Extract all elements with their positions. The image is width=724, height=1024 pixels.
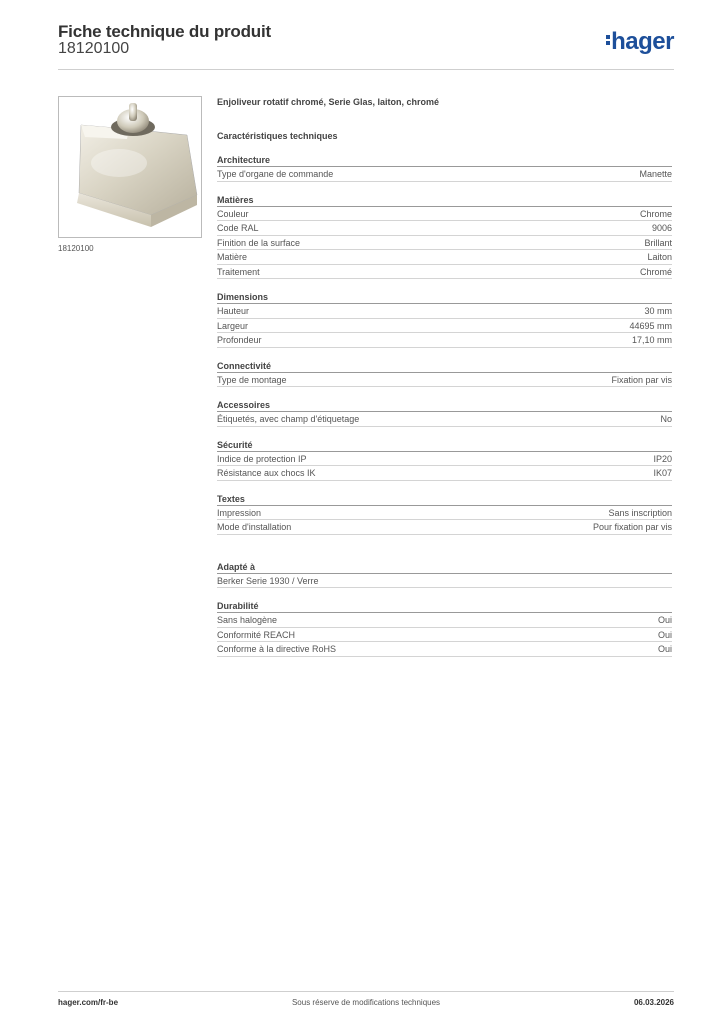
spec-row-adapted: Berker Serie 1930 / Verre [217, 574, 672, 589]
spec-label: Impression [217, 507, 262, 518]
footer-divider [58, 991, 674, 992]
spec-label: Code RAL [217, 223, 259, 233]
spec-row-matiere [217, 250, 672, 265]
footer-website-link[interactable]: hager.com/fr-be [58, 998, 119, 1007]
spec-value: Oui [657, 629, 672, 640]
section-title-durabilite: Durabilité [217, 600, 672, 613]
spec-value: Fixation par vis [611, 374, 672, 385]
spec-label: Sans halogène [217, 615, 278, 625]
spec-row-traitement [217, 265, 672, 280]
spec-value: Pour fixation par vis [592, 522, 672, 532]
image-caption: 18120100 [58, 244, 94, 253]
spec-label: Étiquetés, avec champ d'étiquetage [217, 414, 360, 424]
spec-label: Conforme à la directive RoHS [217, 644, 337, 654]
spec-label: Indice de protection IP [217, 453, 307, 464]
spec-value: Sans inscription [608, 507, 672, 518]
section-title-matieres: Matières [217, 194, 672, 207]
spec-row-largeur [217, 319, 672, 334]
spec-label: Profondeur [217, 335, 262, 345]
section-title-dimensions: Dimensions [217, 291, 672, 304]
spec-label: Finition de la surface [217, 237, 301, 248]
footer-disclaimer: Sous réserve de modifications techniques [291, 998, 441, 1007]
spec-row-etiquetes-avec-champ-d-etiquetage [217, 412, 672, 427]
spec-row-mode-d-installation [217, 520, 672, 535]
footer-date: 06.03.2026 [633, 998, 674, 1007]
spec-label: Largeur [217, 320, 249, 331]
logo-dots-icon [606, 33, 610, 47]
knob-cover-illustration [59, 97, 201, 237]
spec-label: Type de montage [217, 374, 287, 385]
spec-value: Chrome [639, 208, 672, 219]
spec-row-sans-halogene [217, 613, 672, 628]
section-title-connectivite: Connectivité [217, 360, 672, 373]
spec-row-conformite-reach [217, 628, 672, 643]
specs-heading: Caractéristiques techniques [217, 131, 338, 141]
header-divider [58, 69, 674, 70]
durability-section [217, 600, 672, 657]
spec-value: 44695 mm [629, 320, 672, 331]
section-title-adapted: Adapté à [217, 561, 672, 574]
spec-sections [217, 154, 672, 535]
section-title-securite: Sécurité [217, 439, 672, 452]
spec-row-hauteur [217, 304, 672, 319]
section-title-textes: Textes [217, 493, 672, 506]
spec-label: Résistance aux chocs IK [217, 468, 316, 478]
spec-label: Type d'organe de commande [217, 169, 334, 179]
product-image [58, 96, 202, 238]
product-number: 18120100 [58, 40, 130, 57]
spec-label: Matière [217, 252, 248, 262]
product-description: Enjoliveur rotatif chromé, Serie Glas, laiton, chromé [217, 97, 440, 107]
page-header [58, 20, 674, 70]
spec-row-indice-de-protection-ip [217, 452, 672, 467]
spec-row-type-de-montage [217, 373, 672, 388]
spec-value: 17,10 mm [631, 335, 672, 345]
spec-label: Traitement [217, 266, 260, 277]
spec-row-resistance-aux-chocs-ik [217, 466, 672, 481]
spec-value: 9006 [651, 223, 672, 233]
spec-row-conforme-a-la-directive-rohs [217, 642, 672, 657]
logo-text: hager [611, 28, 674, 55]
hager-logo [606, 28, 674, 56]
section-title-architecture: Architecture [217, 154, 672, 167]
spec-value: No [660, 414, 672, 424]
spec-row-code-ral [217, 221, 672, 236]
spec-row-type-d-organe-de-commande [217, 167, 672, 182]
spec-row-profondeur [217, 333, 672, 348]
spec-value: 30 mm [644, 306, 672, 316]
spec-value: Brillant [644, 237, 672, 248]
page-title: Fiche technique du produit [58, 22, 271, 41]
spec-value: Oui [657, 615, 672, 625]
spec-label: Mode d'installation [217, 522, 292, 532]
spec-row-couleur [217, 207, 672, 222]
spec-value: IP20 [653, 453, 672, 464]
spec-value: Chromé [639, 266, 672, 277]
spec-row-impression [217, 506, 672, 521]
spec-value: IK07 [653, 468, 672, 478]
spec-label: Hauteur [217, 306, 250, 316]
spec-label: Couleur [217, 208, 249, 219]
spec-row-finition-de-la-surface [217, 236, 672, 251]
spec-label: Conformité REACH [217, 629, 296, 640]
spec-content [217, 96, 672, 657]
spec-value: Manette [639, 169, 672, 179]
section-title-accessoires: Accessoires [217, 399, 672, 412]
spec-value: Oui [657, 644, 672, 654]
spec-value: Laiton [647, 252, 672, 262]
